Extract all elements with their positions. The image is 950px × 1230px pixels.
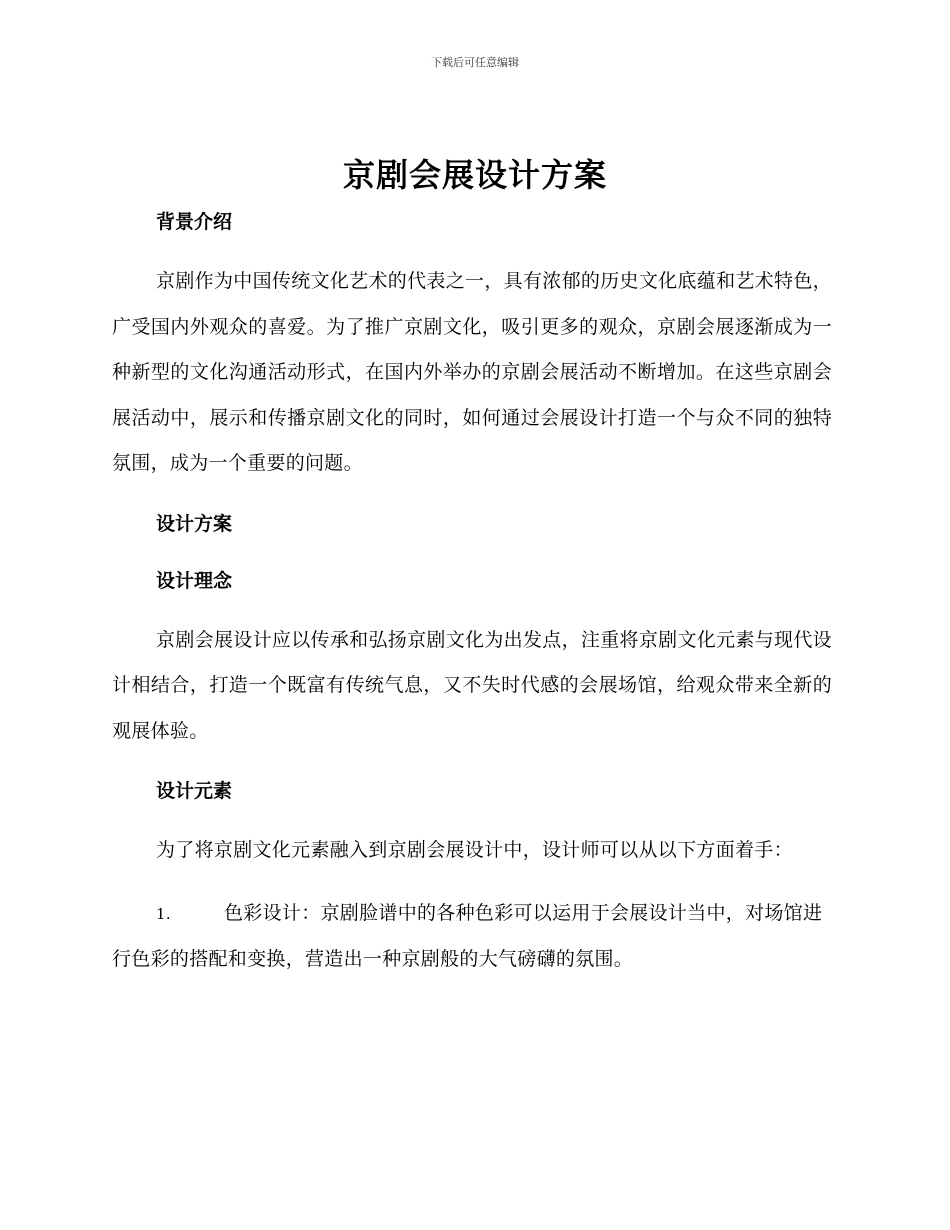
section-heading-design-plan: 设计方案 bbox=[156, 512, 233, 535]
document-title: 京剧会展设计方案 bbox=[342, 156, 607, 194]
list-item bbox=[112, 891, 832, 983]
list-item-text: 色彩设计：京剧脸谱中的各种色彩可以运用于会展设计当中，对场馆进行色彩的搭配和变换，营造出一种京剧般的大气磅礴的氛围。 bbox=[112, 901, 823, 970]
section-heading-background: 背景介绍 bbox=[156, 211, 233, 233]
header-note: 下载后可任意编辑 bbox=[431, 56, 519, 69]
section-heading-design-concept: 设计理念 bbox=[156, 569, 233, 592]
paragraph-design-concept: 京剧会展设计应以传承和弘扬京剧文化为出发点，注重将京剧文化元素与现代设计相结合，打造一个既富有传统气息，又不失时代感的会展场馆，给观众带来全新的观展体验。 bbox=[112, 628, 832, 742]
section-heading-design-elements: 设计元素 bbox=[156, 780, 233, 802]
list-item-number: 1. bbox=[156, 904, 171, 923]
paragraph-background: 京剧作为中国传统文化艺术的代表之一，具有浓郁的历史文化底蕴和艺术特色，广受国内外观众的喜爱。为了推广京剧文化，吸引更多的观众，京剧会展逐渐成为一种新型的文化沟通活动形式，在国内外举办的京剧会展活动不断增加。在这些京剧会展活动中，展示和传播京剧文化的同时，如何通过会展设计打造一个与众不同的独特氛围，成为一个重要的问题。 bbox=[112, 270, 832, 474]
document-body bbox=[112, 202, 832, 983]
paragraph-design-elements: 为了将京剧文化元素融入到京剧会展设计中，设计师可以从以下方面着手： bbox=[156, 839, 793, 861]
